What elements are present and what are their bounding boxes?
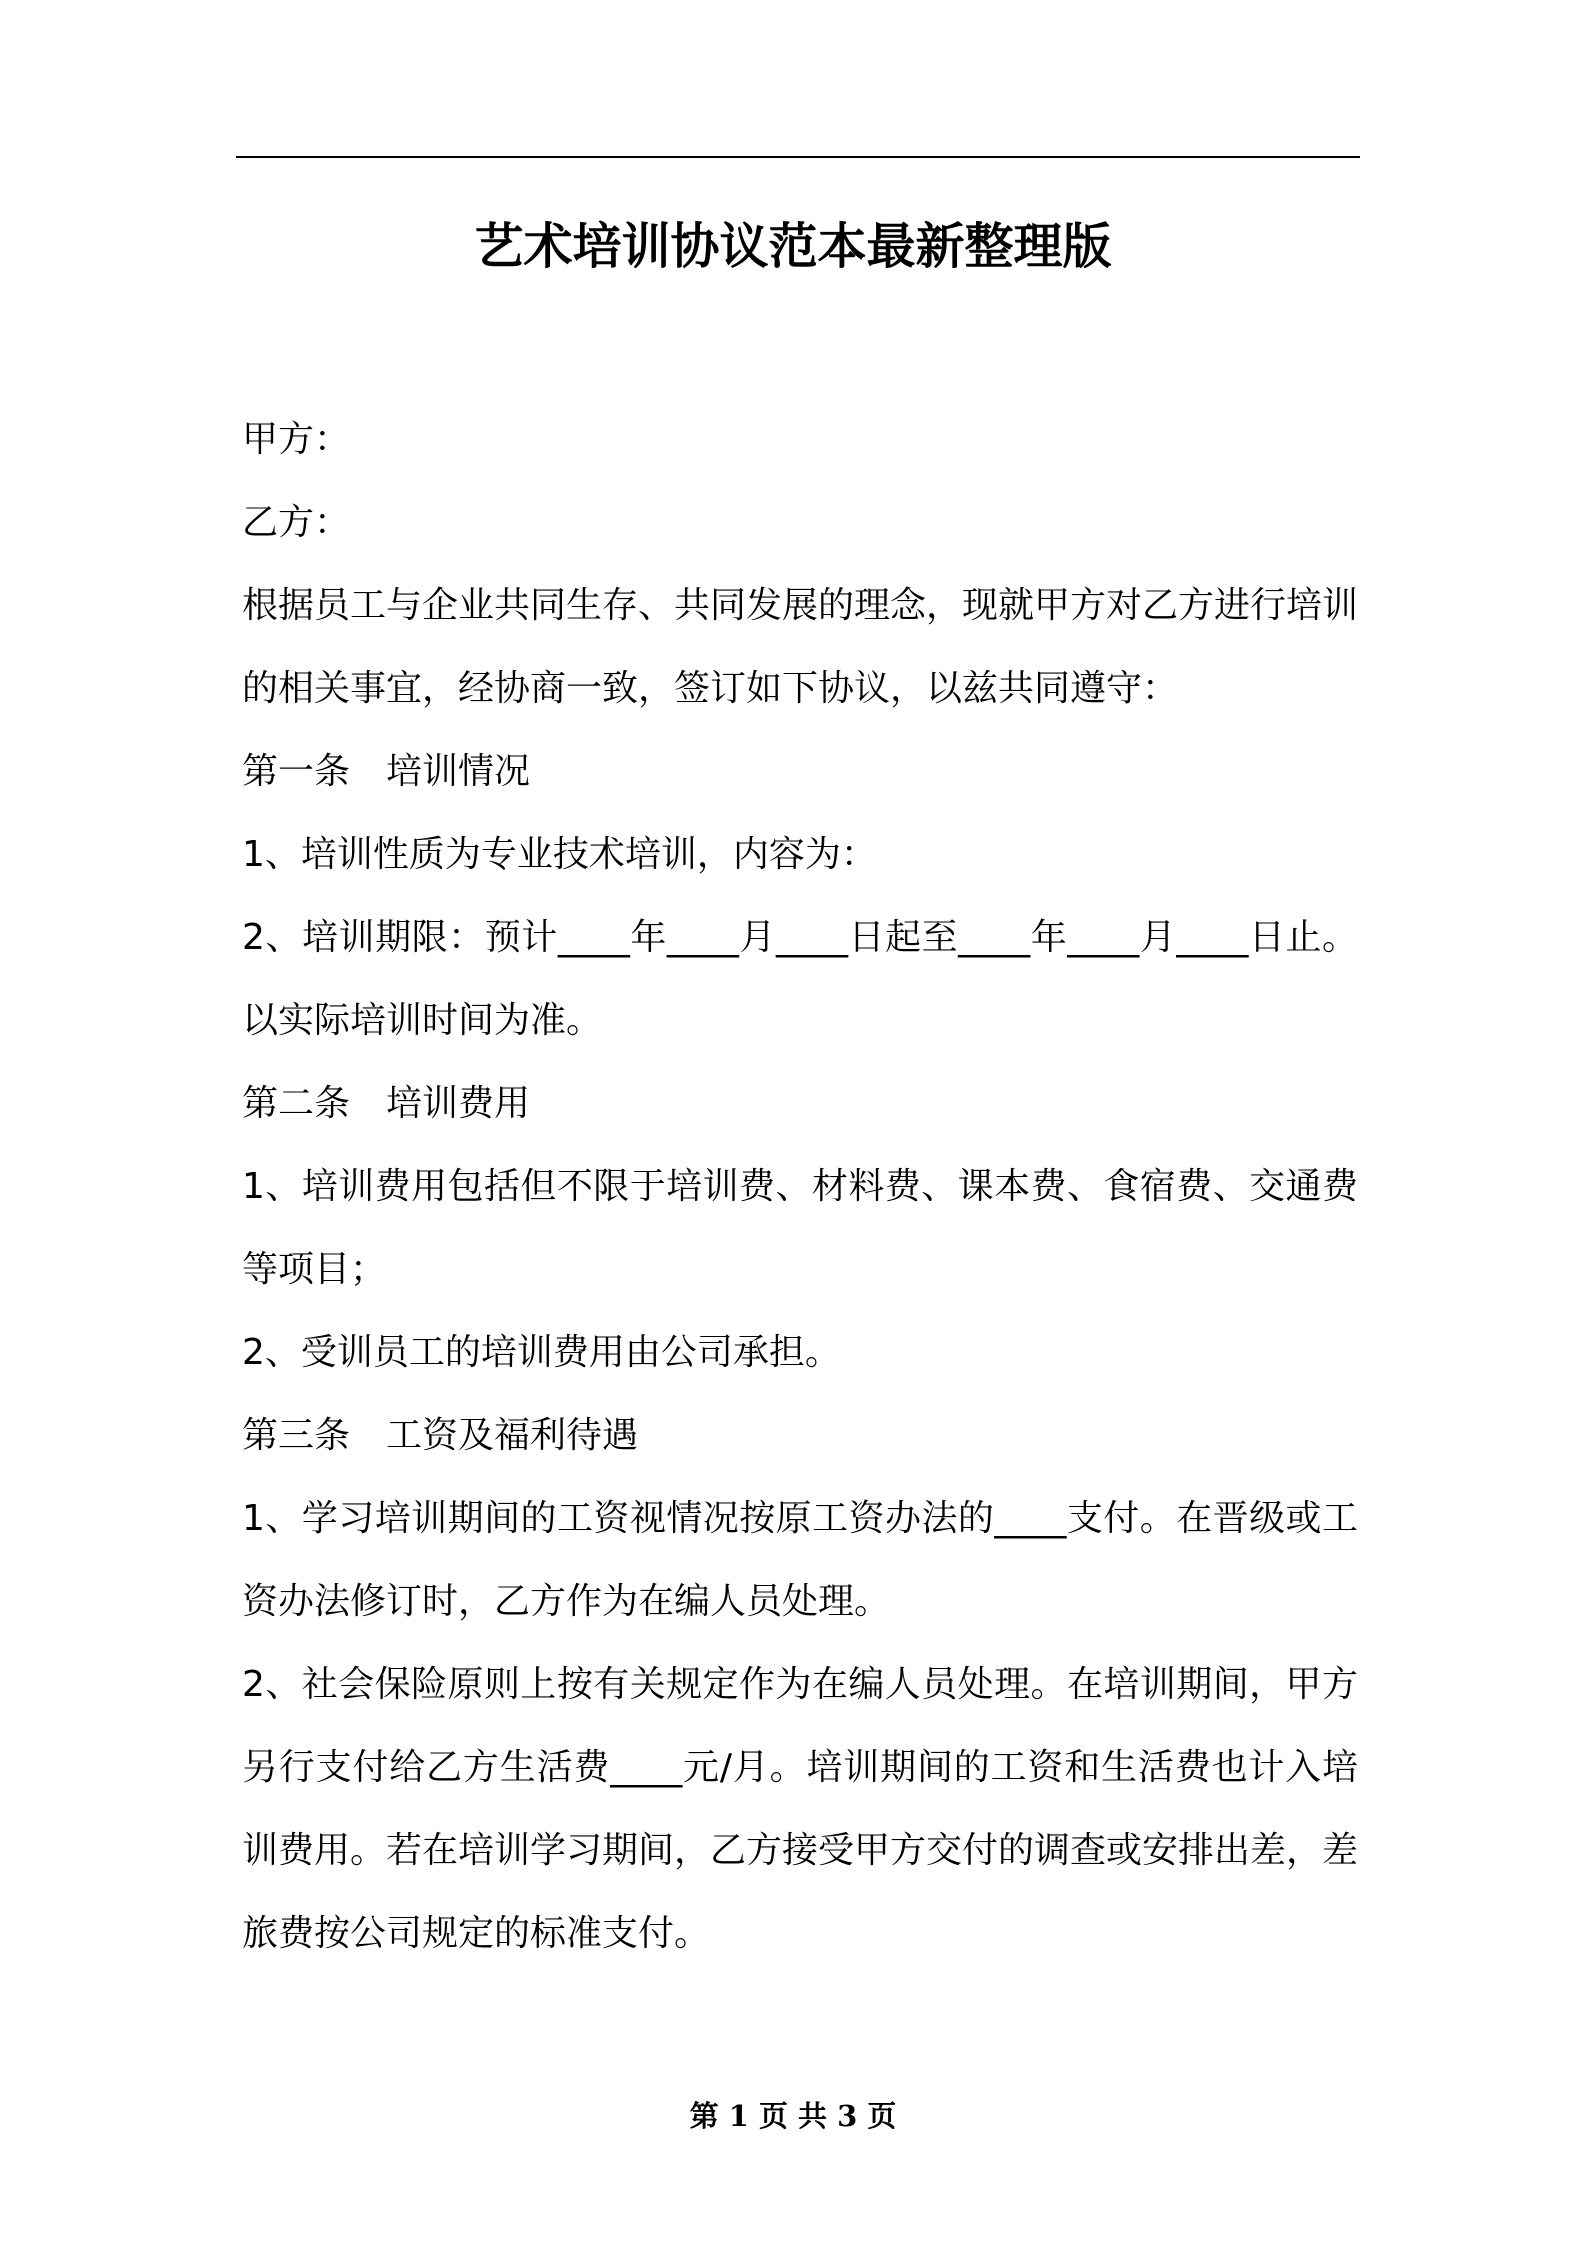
article-3-clause-2: 2、社会保险原则上按有关规定作为在编人员处理。在培训期间，甲方另行支付给乙方生活费____元/月。培训期间的工资和生活费也计入培训费用。若在培训学习期间，乙方接受甲方交付的调查或安排出差，差旅费按公司规定的标准支付。 <box>242 1664 1359 1954</box>
article-2-clause-2: 2、受训员工的培训费用由公司承担。 <box>242 1332 841 1373</box>
article-1-clause-2: 2、培训期限：预计____年____月____日起至____年____月____日止。以实际培训时间为准。 <box>242 917 1358 1041</box>
preamble-paragraph: 根据员工与企业共同生存、共同发展的理念，现就甲方对乙方进行培训的相关事宜，经协商一致，签订如下协议，以兹共同遵守： <box>242 585 1359 709</box>
document-title: 艺术培训协议范本最新整理版 <box>474 218 1112 275</box>
document-body <box>242 398 1358 1975</box>
article-3-heading: 第三条 工资及福利待遇 <box>242 1415 639 1456</box>
article-2-clause-1: 1、培训费用包括但不限于培训费、材料费、课本费、食宿费、交通费等项目； <box>242 1166 1358 1290</box>
article-3-clause-1: 1、学习培训期间的工资视情况按原工资办法的____支付。在晋级或工资办法修订时，乙方作为在编人员处理。 <box>242 1498 1358 1622</box>
article-2-heading: 第二条 培训费用 <box>242 1083 531 1124</box>
party-a-line: 甲方： <box>242 419 351 460</box>
header-rule <box>236 156 1360 158</box>
party-b-line: 乙方： <box>242 502 351 543</box>
article-1-clause-1: 1、培训性质为专业技术培训，内容为： <box>242 834 877 875</box>
article-1-heading: 第一条 培训情况 <box>242 751 531 792</box>
page-number-footer: 第 1 页 共 3 页 <box>689 2099 897 2133</box>
